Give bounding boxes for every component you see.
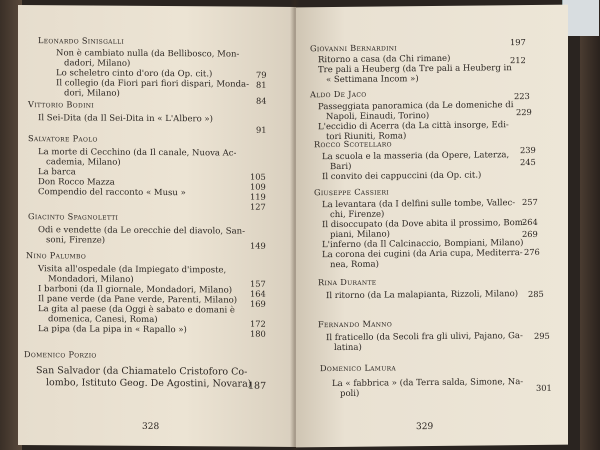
page-number: 149 xyxy=(250,240,266,251)
entry-line: Odi e vendette (da Le orecchie del diavolo, San- xyxy=(38,225,245,237)
entry-line: Il collegio (da Fiori pari fiori dispari, Monda- xyxy=(56,78,250,90)
background-right-edge xyxy=(580,0,600,450)
entry-line: L'eccidio di Acerra (da La città insorge, Edi- xyxy=(318,120,509,133)
toc-entry xyxy=(314,137,509,182)
page-number: 187 xyxy=(248,380,267,392)
author-name: Aldo De Jaco xyxy=(310,88,367,100)
entry-line: Il fraticello (da Secoli fra gli ulivi, Pajano, Ga- xyxy=(326,331,523,344)
author-name: Giacinto Spagnoletti xyxy=(28,211,119,222)
entry-line: L'inferno (da Il Calcinaccio, Bompiani, Milano) xyxy=(322,238,524,251)
entry-line: domenica, Canesi, Roma) xyxy=(48,314,158,326)
entry-line: lombo, Istituto Geog. De Agostini, Novara) xyxy=(46,377,252,390)
toc-entry xyxy=(24,349,251,391)
page-number: 269 xyxy=(522,228,538,240)
author-name: Rina Durante xyxy=(318,276,377,288)
page-number: 257 xyxy=(522,196,538,208)
entry-line: San Salvador (da Chiamatelo Cristoforo Co- xyxy=(36,365,248,378)
toc-entry xyxy=(314,185,526,270)
entry-line: Mondadori, Milano) xyxy=(48,274,134,285)
page-number: 109 xyxy=(250,181,266,192)
author-name: Giovanni Bernardini xyxy=(310,42,397,54)
page-number: 245 xyxy=(520,156,536,168)
author-name: Domenico Lamura xyxy=(320,362,397,374)
page-number: 264 xyxy=(522,216,538,228)
page-number: 295 xyxy=(534,330,550,341)
toc-entry xyxy=(28,99,213,124)
entry-line: Don Rocco Mazza xyxy=(38,177,115,188)
entry-line: dadori, Milano) xyxy=(64,58,131,69)
entry-line: La pipa (da La pipa in « Rapallo ») xyxy=(38,324,187,336)
page-folio: 328 xyxy=(142,421,160,433)
entry-line: Napoli, Einaudi, Torino) xyxy=(326,111,430,123)
entry-line: Passeggiata panoramica (da Le domeniche di xyxy=(318,100,514,113)
entry-line: dori, Milano) xyxy=(64,88,120,99)
toc-entry xyxy=(26,250,237,335)
entry-line: La morte di Cecchino (da Il canale, Nuova Ac- xyxy=(38,147,237,159)
entry-line: La barca xyxy=(38,167,76,178)
page-number: 119 xyxy=(250,191,266,202)
toc-entry xyxy=(310,41,512,85)
toc-entry xyxy=(320,361,523,399)
entry-line: Tre pali a Heuberg (da Tre pali a Heuberg in xyxy=(318,63,512,76)
author-name: Nino Palumbo xyxy=(26,250,87,261)
toc-entry xyxy=(38,35,249,99)
entry-line: Il Sei-Dita (da Il Sei-Dita in « L'Albero ») xyxy=(38,113,213,125)
right-page xyxy=(296,5,568,448)
entry-line: Il ritorno (da La malapianta, Rizzoli, Milano) xyxy=(326,289,519,302)
page-number: 164 xyxy=(250,288,266,299)
entry-line: latina) xyxy=(334,342,362,354)
entry-line: I barboni (da Il giornale, Mondadori, Milano) xyxy=(38,284,233,296)
toc-entry xyxy=(318,275,518,301)
entry-line: La levantara (da I delfini sulle tombe, Vallec- xyxy=(322,198,516,211)
entry-line: Il convito dei cappuccini (da Op. cit.) xyxy=(322,170,482,183)
page-number: 239 xyxy=(520,144,536,156)
page-number: 105 xyxy=(250,171,266,182)
toc-entry xyxy=(28,133,236,198)
toc-entry xyxy=(28,211,245,247)
entry-line: cademia, Milano) xyxy=(46,157,121,168)
entry-line: La scuola e la masseria (da Opere, Laterza, xyxy=(322,150,510,163)
entry-line: tori Riuniti, Roma) xyxy=(326,131,407,143)
entry-line: « Settimana Incom ») xyxy=(326,74,419,86)
page-number: 197 xyxy=(510,37,526,48)
author-name: Leonardo Sinisgalli xyxy=(38,35,125,46)
page-number: 223 xyxy=(514,90,530,102)
page-number: 180 xyxy=(250,328,266,339)
entry-line: Bari) xyxy=(330,161,352,173)
author-name: Vittorio Bodini xyxy=(28,99,94,110)
page-number: 91 xyxy=(256,124,267,135)
page-number: 81 xyxy=(256,79,267,90)
page-number: 79 xyxy=(256,69,267,80)
left-page xyxy=(18,5,296,447)
page-number: 301 xyxy=(536,382,552,393)
entry-line: soni, Firenze) xyxy=(46,235,106,246)
page-number: 212 xyxy=(510,55,526,66)
entry-line: poli) xyxy=(340,388,360,399)
entry-line: Compendio del racconto « Musu » xyxy=(38,187,186,199)
page-folio: 329 xyxy=(416,421,434,433)
page-number: 285 xyxy=(528,288,544,299)
page-number: 157 xyxy=(250,278,266,289)
author-name: Rocco Scotellaro xyxy=(314,138,392,150)
toc-entry xyxy=(318,317,523,353)
entry-line: La « fabbrica » (da Terra salda, Simone, Na- xyxy=(332,377,524,390)
author-name: Fernando Manno xyxy=(318,318,393,330)
page-number: 127 xyxy=(250,201,266,212)
entry-line: nea, Roma) xyxy=(330,259,379,271)
page-number: 84 xyxy=(256,95,267,106)
entry-line: Non è cambiato nulla (da Bellibosco, Mon- xyxy=(56,48,240,60)
page-number: 229 xyxy=(516,106,532,118)
author-name: Domenico Porzio xyxy=(24,349,97,360)
entry-line: La corona dei cugini (da Aria cupa, Mediterra- xyxy=(322,248,523,261)
entry-line: Il disoccupato (da Dove abita il prossimo, Bom- xyxy=(322,218,526,231)
entry-line: Il pane verde (da Pane verde, Parenti, Milano) xyxy=(38,294,238,306)
entry-line: Visita all'ospedale (da Impiegato d'imposte, xyxy=(38,264,227,276)
author-name: Salvatore Paolo xyxy=(28,133,98,144)
page-number: 276 xyxy=(524,246,540,258)
page-number: 169 xyxy=(250,298,266,309)
author-name: Giuseppe Cassieri xyxy=(314,186,389,198)
entry-line: La gita al paese (da Oggi è sabato e domani è xyxy=(38,304,235,316)
entry-line: chi, Firenze) xyxy=(330,209,385,221)
toc-entry xyxy=(310,87,513,142)
entry-line: piani, Milano) xyxy=(330,229,390,241)
page-number: 172 xyxy=(250,318,266,329)
entry-line: Ritorno a casa (da Chi rimane) xyxy=(318,53,451,66)
entry-line: Lo scheletro cinto d'oro (da Op. cit.) xyxy=(56,68,213,80)
